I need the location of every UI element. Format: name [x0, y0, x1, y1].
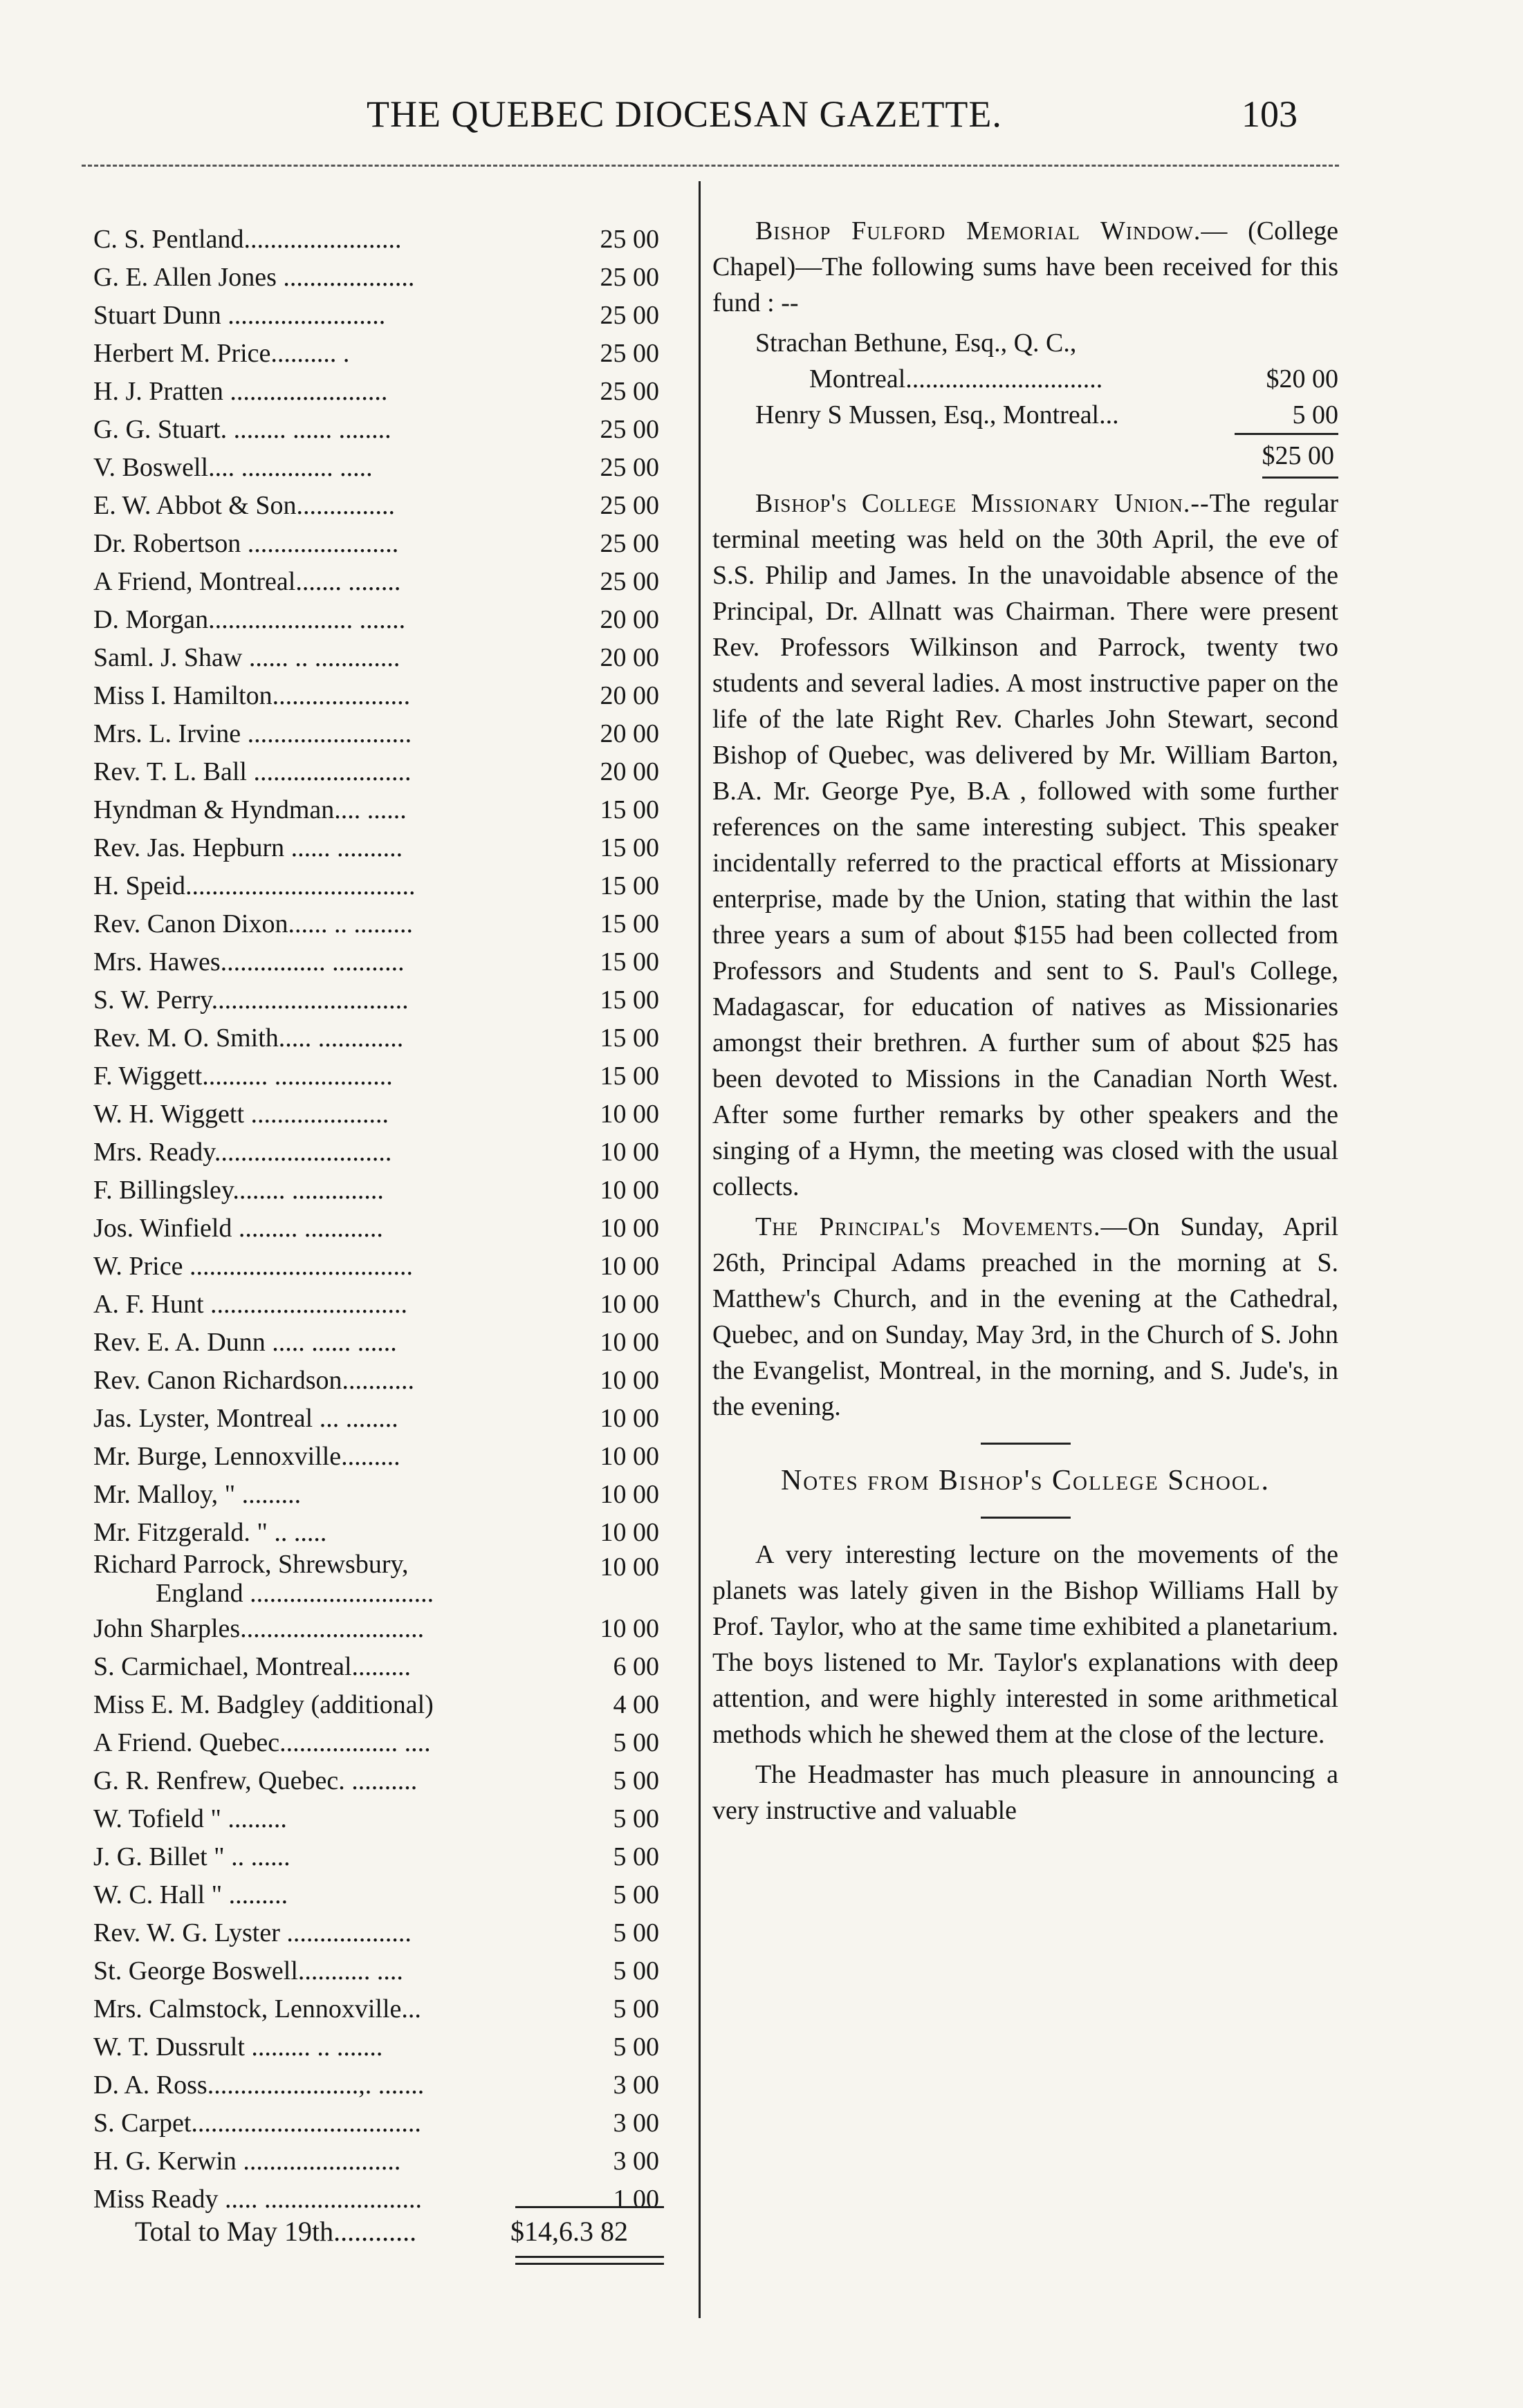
subscription-amount: 5 00 [613, 1956, 659, 1985]
subscription-row [93, 1874, 667, 1912]
subscriber-name-line: Herbert M. Price.......... . [93, 339, 350, 368]
subscription-amount: 5 00 [613, 2032, 659, 2062]
subscription-row [93, 1684, 667, 1722]
subscription-amount: 25 00 [600, 301, 659, 330]
subscriber-name-line: Mrs. Calmstock, Lennoxville... [93, 1994, 421, 2023]
subscription-row [93, 2102, 667, 2140]
subscriber-name-line: S. W. Perry.............................. [93, 985, 409, 1015]
subscriber-name [93, 1550, 522, 1608]
memorial-entry-2-name: Henry S Mussen, Esq., Montreal... [755, 400, 1119, 429]
subscriber-name [93, 336, 522, 371]
subscriber-name-line: Rev. T. L. Ball ........................ [93, 757, 412, 786]
subscriber-name [93, 488, 522, 523]
subscriber-name-line: S. Carpet................................... [93, 2109, 421, 2138]
subscription-row [93, 485, 667, 523]
subscriber-name [93, 1249, 522, 1284]
subscription-list [93, 219, 667, 2216]
subscription-row [93, 295, 667, 333]
subscription-row [93, 409, 667, 447]
page-header [0, 0, 1523, 166]
school-notes-paragraph-1: A very interesting lecture on the movements of the planets was lately given in the Bishop Williams Hall by Prof. Taylor, who at the same time exhibited a planetarium. The boys listened to Mr. Taylor's explanations with deep attention, and were highly interested in some arithmetical methods which he shewed them at the close of the lecture. [712, 1540, 1338, 1749]
subscriber-name [93, 1802, 522, 1836]
subscription-row [93, 979, 667, 1017]
memorial-entry-2-amount: 5 00 [1292, 400, 1338, 429]
subscription-amount: 15 00 [600, 947, 659, 976]
memorial-entry-1-name: Strachan Bethune, Esq., Q. C., [755, 328, 1077, 358]
missionary-union-paragraph [712, 485, 1338, 1205]
subscription-row [93, 1722, 667, 1760]
subscription-amount: 10 00 [600, 1100, 659, 1129]
subscriber-name-line: Miss Ready ..... ........................ [93, 2185, 422, 2214]
subscription-row [93, 447, 667, 485]
subscriber-name-line: G. E. Allen Jones .................... [93, 263, 415, 292]
subscription-amount: 25 00 [600, 415, 659, 444]
subscriber-name [93, 1687, 522, 1722]
subscriber-name-line: H. J. Pratten ........................ [93, 377, 388, 406]
subscription-row [93, 827, 667, 865]
subscription-amount: 20 00 [600, 643, 659, 672]
subscriber-name-line: Mrs. Hawes................ ........... [93, 947, 405, 976]
subscription-amount: 25 00 [600, 453, 659, 482]
subscription-amount: 25 00 [600, 339, 659, 368]
memorial-entry-1-amount: $20 00 [1266, 364, 1338, 393]
subscriber-name-line: Rev. Canon Dixon...... .. ......... [93, 909, 413, 938]
subscription-row [93, 1322, 667, 1360]
subscriber-name [93, 1439, 522, 1474]
subscription-row [93, 1017, 667, 1055]
subscription-row [93, 1760, 667, 1798]
page-number: 103 [1242, 93, 1298, 135]
subscription-amount: 10 00 [600, 1404, 659, 1433]
subscriber-name-line: E. W. Abbot & Son............... [93, 491, 395, 520]
memorial-entry-1-place: Montreal.............................. [809, 364, 1103, 393]
subscription-amount: 25 00 [600, 263, 659, 292]
subscriber-name [93, 1840, 522, 1874]
subscriber-name [93, 754, 522, 789]
subscription-row [93, 2064, 667, 2102]
subscriber-name [93, 526, 522, 561]
subscriber-name-line: W. H. Wiggett ..................... [93, 1100, 389, 1129]
subscriber-name-line: Dr. Robertson ....................... [93, 529, 399, 558]
right-column [712, 213, 1338, 1833]
subscription-amount: 20 00 [600, 757, 659, 786]
subscriber-name [93, 1992, 522, 2026]
subscriber-name [93, 1477, 522, 1512]
subscription-row [93, 599, 667, 637]
subscription-amount: 10 00 [600, 1214, 659, 1243]
subscriber-name [93, 298, 522, 333]
memorial-total-rule [1262, 476, 1338, 479]
subscriber-name-line: D. Morgan...................... ....... [93, 605, 406, 634]
subscriber-name [93, 945, 522, 979]
subscriber-name-line: H. Speid................................... [93, 871, 416, 900]
subscription-row [93, 675, 667, 713]
subscription-amount: 5 00 [613, 1804, 659, 1833]
subscription-row [93, 371, 667, 409]
subscriber-name [93, 1878, 522, 1912]
subscription-amount: 15 00 [600, 1024, 659, 1053]
subscriber-name-line: H. G. Kerwin ........................ [93, 2147, 401, 2176]
school-notes-paragraph-2: The Headmaster has much pleasure in announcing a very instructive and valuable [712, 1760, 1338, 1825]
page-title: THE QUEBEC DIOCESAN GAZETTE. [367, 93, 1002, 135]
subscriber-name-line: Rev. M. O. Smith..... ............. [93, 1024, 404, 1053]
subscriber-name [93, 1649, 522, 1684]
total-label: Total to May 19th............ [135, 2216, 417, 2247]
subscriber-name-line: J. G. Billet " .. ...... [93, 1842, 290, 1871]
subscriber-name-line: A Friend, Montreal....... ........ [93, 567, 401, 596]
subscription-row [93, 561, 667, 599]
missionary-union-text: The regular terminal meeting was held on the 30th April, the eve of S.S. Philip and James. In the unavoidable absence of the Principal, Dr. Allnatt was Chairman. There were present Rev. Professors Wilkinson and Parrock, twenty two students and several ladies. A most instructive paper on the life of the late Right Rev. Charles John Stewart, second Bishop of Quebec, was delivered by Mr. William Barton, B.A. Mr. George Pye, B.A , followed with some further references on the same interesting subject. This speaker incidentally referred to the practical efforts at Missionary enterprise, made by the Union, stating that within the last three years a sum of about $155 had been collected from Professors and Students and sent to S. Paul's College, Madagascar, for education of natives as Missionaries amongst their brethren. A further sum of about $25 has been devoted to Missions in the Canadian North West. After some further remarks by other speakers and the singing of a Hymn, the meeting was closed with the usual collects. [712, 489, 1338, 1201]
subscriber-name-line: G. G. Stuart. ........ ...... ........ [93, 415, 391, 444]
subscriber-name-line: Miss E. M. Badgley (additional) [93, 1690, 434, 1719]
subscriber-name-line: W. Price .................................. [93, 1252, 413, 1281]
column-divider [699, 181, 701, 2318]
subscriber-name-line: Rev. W. G. Lyster ................... [93, 1918, 412, 1947]
subscription-amount: 20 00 [600, 605, 659, 634]
subscriber-name-line: F. Wiggett.......... .................. [93, 1062, 393, 1091]
subscriber-name-line: Mrs. L. Irvine ......................... [93, 719, 412, 748]
subscriber-name [93, 1725, 522, 1760]
subscriber-name [93, 2106, 522, 2140]
subscription-amount: 5 00 [613, 1842, 659, 1871]
subscription-row [93, 1284, 667, 1322]
memorial-total [712, 433, 1338, 474]
subscriber-name [93, 1211, 522, 1245]
subscription-amount: 20 00 [600, 719, 659, 748]
subscriber-name-line: Rev. Canon Richardson........... [93, 1366, 415, 1395]
subscriber-name-line: Rev. E. A. Dunn ..... ...... ...... [93, 1328, 397, 1357]
subscriber-name [93, 1173, 522, 1207]
subscription-amount: 15 00 [600, 795, 659, 824]
memorial-total-amount: $25 00 [1235, 433, 1339, 474]
subscription-row [93, 2026, 667, 2064]
subscriber-name [93, 831, 522, 865]
subscription-amount: 15 00 [600, 909, 659, 938]
subscription-amount: 4 00 [613, 1690, 659, 1719]
subscriber-name [93, 907, 522, 941]
subscription-amount: 5 00 [613, 1918, 659, 1947]
subscription-row [93, 1608, 667, 1646]
subscriber-name-line: Rev. Jas. Hepburn ...... .......... [93, 833, 403, 862]
principal-movements-paragraph [712, 1209, 1338, 1425]
subscriber-name [93, 1135, 522, 1169]
subscriber-name-line: Mr. Fitzgerald. " .. ..... [93, 1518, 327, 1547]
memorial-entry-1 [712, 325, 1338, 361]
subscription-amount: 5 00 [613, 1766, 659, 1795]
subscription-row [93, 2178, 667, 2216]
subscription-row [93, 1646, 667, 1684]
subscriber-name [93, 2030, 522, 2064]
subscription-row [93, 523, 667, 561]
subscription-row [93, 1436, 667, 1474]
subscription-row [93, 219, 667, 257]
subscription-amount: 25 00 [600, 377, 659, 406]
subscription-row [93, 865, 667, 903]
subscription-amount: 3 00 [613, 2109, 659, 2138]
total-rule-bottom [515, 2256, 664, 2258]
subscriber-name [93, 222, 522, 257]
subscriber-name-line: St. George Boswell........... .... [93, 1956, 403, 1985]
subscriber-name-line: W. Tofield " ......... [93, 1804, 287, 1833]
subscription-row [93, 1836, 667, 1874]
subscription-amount: 25 00 [600, 225, 659, 254]
subscription-amount: 25 00 [600, 529, 659, 558]
subscription-row [93, 1950, 667, 1988]
subscriber-name-line: Miss I. Hamilton..................... [93, 681, 411, 710]
subscriber-name [93, 450, 522, 485]
subscription-amount: 10 00 [600, 1614, 659, 1643]
missionary-union-heading: Bishop's College Missionary Union.-- [755, 489, 1210, 518]
subscription-row [93, 1207, 667, 1245]
memorial-entry-2 [712, 397, 1338, 433]
subscriber-name-line: Jas. Lyster, Montreal ... ........ [93, 1404, 398, 1433]
heading-divider [981, 1517, 1071, 1519]
subscription-row [93, 751, 667, 789]
subscriber-name-line: C. S. Pentland........................ [93, 225, 402, 254]
subscription-amount: 15 00 [600, 871, 659, 900]
memorial-window-text: (College Chapel)—The following sums have been received for this fund : -- [712, 216, 1338, 317]
subscriber-name-line: Mrs. Ready........................... [93, 1138, 392, 1167]
subscription-amount: 5 00 [613, 1994, 659, 2023]
subscriber-name-line: W. T. Dussrult ......... .. ....... [93, 2032, 383, 2062]
subscription-row [93, 1550, 667, 1608]
subscription-amount: 6 00 [613, 1652, 659, 1681]
total-rule-top [515, 2206, 664, 2208]
principal-movements-text: On Sunday, April 26th, Principal Adams preached in the morning at S. Matthew's Church, and in the evening at the Cathedral, Quebec, and on Sunday, May 3rd, in the Church of S. John the Evangelist, Montreal, in the morning, and S. Jude's, in the evening. [712, 1212, 1339, 1421]
subscriber-name [93, 983, 522, 1017]
subscriber-name-line-2: England ............................ [156, 1579, 434, 1608]
subscription-amount: 10 00 [600, 1442, 659, 1471]
subscription-row [93, 333, 667, 371]
subscription-amount: 5 00 [613, 1880, 659, 1909]
subscription-amount: 10 00 [600, 1290, 659, 1319]
subscriber-name-line: Richard Parrock, Shrewsbury, [93, 1550, 409, 1579]
principal-movements-heading: The Principal's Movements.— [755, 1212, 1128, 1241]
subscription-amount: 15 00 [600, 833, 659, 862]
memorial-window-intro [712, 213, 1338, 321]
subscriber-name [93, 1916, 522, 1950]
memorial-window-heading: Bishop Fulford Memorial Window.— [755, 216, 1228, 246]
subscriber-name [93, 1325, 522, 1360]
subscriber-name [93, 1611, 522, 1646]
subscriber-name [93, 2144, 522, 2178]
subscriber-name-line: A. F. Hunt .............................. [93, 1290, 408, 1319]
subscriber-name-line: A Friend. Quebec.................. .... [93, 1728, 431, 1757]
subscriber-name-line: D. A. Ross.......................,. ....... [93, 2071, 425, 2100]
subscriber-name [93, 1401, 522, 1436]
subscriber-name [93, 678, 522, 713]
subscription-row [93, 1912, 667, 1950]
subscription-amount: 1 00 [613, 2185, 659, 2214]
subscription-row [93, 1398, 667, 1436]
total-amount: $14,6.3 82 [510, 2216, 628, 2247]
subscriber-name-line: W. C. Hall " ......... [93, 1880, 288, 1909]
subscription-row [93, 1245, 667, 1284]
subscription-amount: 10 00 [600, 1328, 659, 1357]
subscriber-name [93, 793, 522, 827]
total-row [135, 2215, 667, 2248]
subscription-row [93, 1093, 667, 1131]
subscription-row [93, 1360, 667, 1398]
subscription-amount: 10 00 [600, 1553, 659, 1582]
subscriber-name [93, 260, 522, 295]
subscription-amount: 10 00 [600, 1480, 659, 1509]
subscription-row [93, 941, 667, 979]
subscriber-name [93, 564, 522, 599]
subscription-row [93, 1055, 667, 1093]
subscriber-name [93, 869, 522, 903]
subscription-amount: 10 00 [600, 1252, 659, 1281]
subscription-row [93, 1474, 667, 1512]
subscriber-name [93, 412, 522, 447]
subscription-amount: 15 00 [600, 1062, 659, 1091]
subscriber-name-line: Mr. Malloy, " ......... [93, 1480, 302, 1509]
subscriber-name [93, 374, 522, 409]
subscriber-name [93, 1515, 522, 1550]
subscriber-name-line: V. Boswell.... .............. ..... [93, 453, 373, 482]
subscriber-name-line: S. Carmichael, Montreal......... [93, 1652, 412, 1681]
subscription-row [93, 1512, 667, 1550]
subscriber-name [93, 1954, 522, 1988]
subscriber-name [93, 2068, 522, 2102]
subscription-row [93, 2140, 667, 2178]
subscriber-name [93, 1021, 522, 1055]
subscriber-name-line: F. Billingsley........ .............. [93, 1176, 384, 1205]
subscriber-name [93, 1363, 522, 1398]
subscriber-name [93, 1097, 522, 1131]
memorial-entry-1-line2 [712, 361, 1338, 397]
subscriber-name-line: Hyndman & Hyndman.... ...... [93, 795, 407, 824]
subscription-row [93, 903, 667, 941]
subscription-amount: 3 00 [613, 2071, 659, 2100]
subscriber-name-line: John Sharples............................ [93, 1614, 425, 1643]
subscription-amount: 10 00 [600, 1518, 659, 1547]
subscription-amount: 5 00 [613, 1728, 659, 1757]
section-divider [981, 1443, 1071, 1445]
subscriber-name-line: G. R. Renfrew, Quebec. .......... [93, 1766, 418, 1795]
header-rule [82, 165, 1339, 167]
subscription-row [93, 1988, 667, 2026]
subscription-amount: 10 00 [600, 1366, 659, 1395]
subscription-amount: 10 00 [600, 1176, 659, 1205]
subscription-row [93, 1169, 667, 1207]
subscriber-name-line: Jos. Winfield ......... ............ [93, 1214, 383, 1243]
subscription-row [93, 257, 667, 295]
subscriber-name [93, 1763, 522, 1798]
subscriber-name [93, 2182, 522, 2216]
subscriber-name [93, 1287, 522, 1322]
subscriber-name-line: Stuart Dunn ........................ [93, 301, 386, 330]
subscription-amount: 25 00 [600, 567, 659, 596]
subscription-amount: 15 00 [600, 985, 659, 1015]
subscription-row [93, 1798, 667, 1836]
subscriber-name [93, 602, 522, 637]
subscription-amount: 10 00 [600, 1138, 659, 1167]
subscription-amount: 3 00 [613, 2147, 659, 2176]
subscriber-name [93, 716, 522, 751]
subscriber-name [93, 1059, 522, 1093]
total-rule-double [515, 2263, 664, 2265]
subscriber-name-line: Saml. J. Shaw ...... .. ............. [93, 643, 400, 672]
subscription-row [93, 713, 667, 751]
subscription-row [93, 789, 667, 827]
school-notes-heading: Notes from Bishop's College School. [780, 1465, 1271, 1497]
subscription-amount: 25 00 [600, 491, 659, 520]
subscriber-name [93, 640, 522, 675]
subscription-row [93, 637, 667, 675]
subscription-amount: 20 00 [600, 681, 659, 710]
subscription-row [93, 1131, 667, 1169]
subscriber-name-line: Mr. Burge, Lennoxville......... [93, 1442, 400, 1471]
